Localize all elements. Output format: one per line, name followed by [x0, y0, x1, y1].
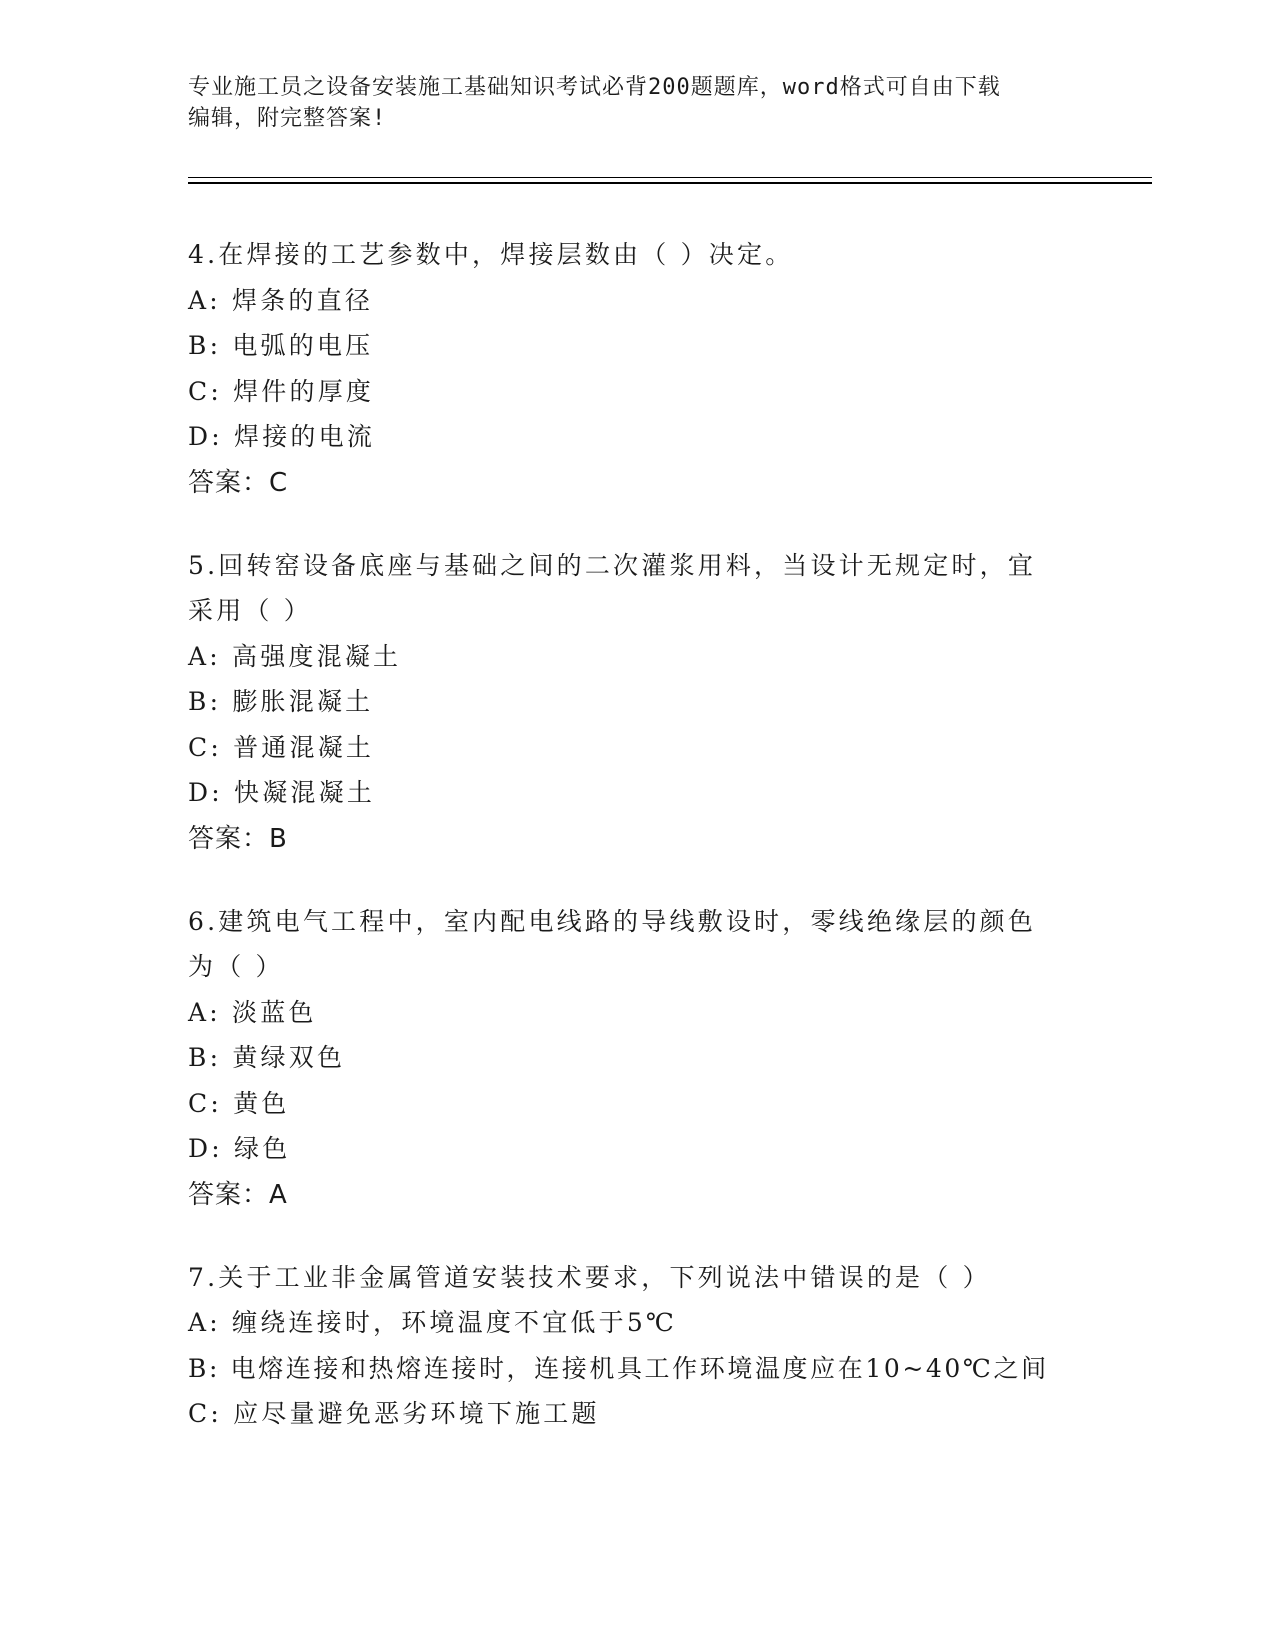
- header-title-line-2: 编辑，附完整答案!: [188, 106, 387, 131]
- header-rule-thin: [188, 177, 1152, 178]
- question-stem-line: 采用（ ）: [188, 596, 312, 625]
- question-stem: [188, 899, 1088, 990]
- option-b: B: 电熔连接和热熔连接时，连接机具工作环境温度应在10~40℃之间: [188, 1353, 1049, 1383]
- option-c: C: 焊件的厚度: [188, 376, 375, 406]
- question-stem: [188, 232, 1088, 278]
- answer-label: 答案：C: [188, 467, 289, 498]
- option-b: B: 膨胀混凝土: [188, 687, 374, 716]
- option-c: C: 黄色: [188, 1088, 290, 1118]
- question-7: [188, 1255, 1088, 1437]
- question-4: [188, 232, 1088, 506]
- question-stem-line: 5.回转窑设备底座与基础之间的二次灌浆用料，当设计无规定时，宜: [188, 550, 1037, 580]
- question-list: [188, 232, 1088, 1474]
- question-5: [188, 543, 1088, 862]
- document-header: [188, 72, 1088, 134]
- option-c: C: 普通混凝土: [188, 732, 375, 762]
- option-b: B: 黄绿双色: [188, 1043, 346, 1072]
- option-d: D: 焊接的电流: [188, 422, 376, 451]
- option-a: A: 高强度混凝土: [188, 641, 402, 671]
- header-title-line-1: 专业施工员之设备安装施工基础知识考试必背200题题库，word格式可自由下载: [188, 75, 1001, 100]
- question-stem-line: 4.在焊接的工艺参数中，焊接层数由（ ）决定。: [188, 240, 794, 269]
- option-c: C: 应尽量避免恶劣环境下施工题: [188, 1399, 600, 1428]
- header-rule-thick: [188, 182, 1152, 184]
- option-a: A: 焊条的直径: [188, 285, 374, 315]
- question-stem-line: 为（ ）: [188, 952, 284, 981]
- question-stem: [188, 1255, 1088, 1301]
- answer-label: 答案：B: [188, 823, 288, 854]
- option-b: B: 电弧的电压: [188, 331, 374, 360]
- question-stem-line: 7.关于工业非金属管道安装技术要求，下列说法中错误的是（ ）: [188, 1262, 991, 1292]
- answer-label: 答案：A: [188, 1179, 288, 1210]
- option-d: D: 绿色: [188, 1134, 291, 1163]
- question-stem-line: 6.建筑电气工程中，室内配电线路的导线敷设时，零线绝缘层的颜色: [188, 906, 1037, 936]
- option-d: D: 快凝混凝土: [188, 778, 376, 807]
- option-a: A: 淡蓝色: [188, 997, 317, 1027]
- question-stem: [188, 543, 1088, 634]
- option-a: A: 缠绕连接时，环境温度不宜低于5℃: [188, 1308, 678, 1337]
- question-6: [188, 899, 1088, 1218]
